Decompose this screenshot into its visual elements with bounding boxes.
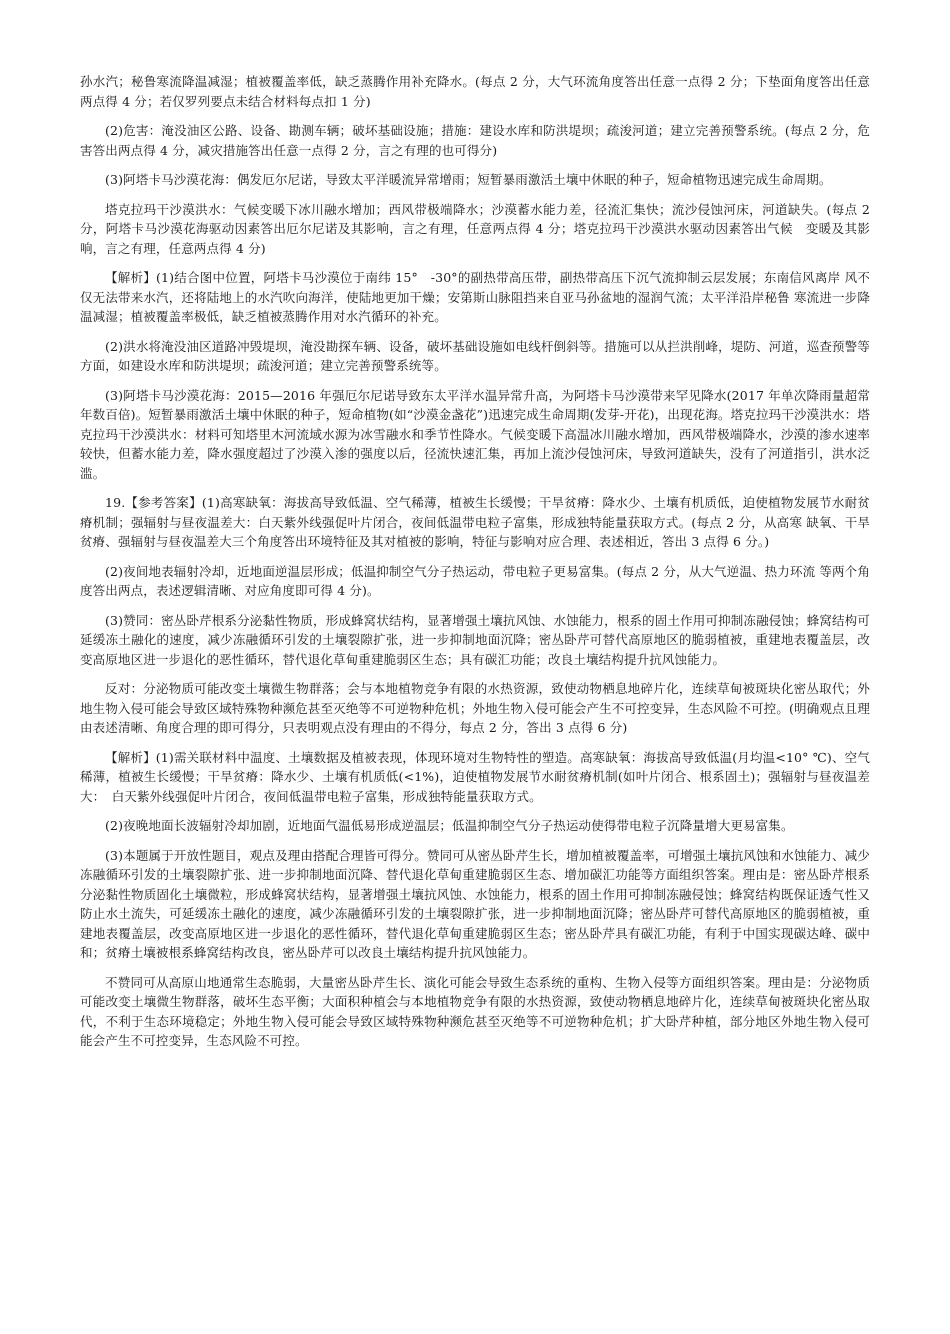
analysis-part-3-paragraph: (3)阿塔卡马沙漠花海：2015—2016 年强厄尔尼诺导致东太平洋水温异常升高，为阿塔卡马沙漠带来罕见降水(2017 年单次降雨量超常年数百倍)。短暂暴雨激活土壤中休眠的种子，短命植物(如“沙漠金盏花”)迅速完成生命周期(发芽-开花)，出现花海。塔克拉玛干沙漠洪水：塔克拉玛干沙漠洪水：材料可知塔里木河流域水源为冰雪融水和季节性降水。气候变暖下高温冰川融水增加，西风带极端降水，沙漠的渗水速率较快，但蓄水能力差，降水强度超过了沙漠入渗的强度以后，径流快速汇集，再加上流沙侵蚀河床，导致河道缺失，没有了河道指引，洪水泛滥。	[80, 387, 870, 481]
q19-answer-part-2-paragraph: (2)夜间地表辐射冷却，近地面逆温层形成；低温抑制空气分子热运动，带电粒子更易富集。(每点 2 分，从大气逆温、热力环流 等两个角度答出两点，表述逻辑清晰、对应角度即可得 4 分)。	[80, 563, 870, 598]
answer-continuation-paragraph: 孙水汽；秘鲁寒流降温减湿；植被覆盖率低，缺乏蒸腾作用补充降水。(每点 2 分，大气环流角度答出任意一点得 2 分；下垫面角度答出任意两点得 4 分；若仅罗列要点未结合材料每点扣 1 分)	[80, 74, 870, 109]
analysis-part-2-paragraph: (2)洪水将淹没油区道路冲毁堤坝，淹没勘探车辆、设备，破坏基础设施如电线杆倒斜等。措施可以从拦洪削峰，堤防、河道，巡查预警等方面，如建设水库和防洪堤坝；疏浚河道；建立完善预警系统等。	[80, 338, 870, 373]
answer-part-2-paragraph: (2)危害：淹没油区公路、设备、勘测车辆；破坏基础设施；措施：建设水库和防洪堤坝；疏浚河道；建立完善预警系统。(每点 2 分，危害答出两点得 4 分，减灾措施答出任意一点得 2 分，言之有理的也可得分)	[80, 123, 870, 158]
q19-analysis-part-1-paragraph: 【解析】(1)需关联材料中温度、土壤数据及植被表现，体现环境对生物特性的塑造。高寒缺氧：海拔高导致低温(月均温<10° ℃)、空气稀薄，植被生长缓慢；干旱贫瘠：降水少、土壤有机质低(<1%)，迫使植物发展节水耐贫瘠机制(如叶片闭合、根系固土)；强辐射与昼夜温差大： 白天紫外线强促叶片闭合，夜间低温带电粒子富集，形成独特能量获取方式。	[80, 749, 870, 804]
q19-analysis-part-2-paragraph: (2)夜晚地面长波辐射冷却加剧，近地面气温低易形成逆温层；低温抑制空气分子热运动使得带电粒子沉降量增大更易富集。	[105, 818, 794, 833]
q19-analysis-part-3-disagree-paragraph: 不赞同可从高原山地通常生态脆弱，大量密丛卧芹生长、演化可能会导致生态系统的重构、生物入侵等方面组织答案。理由是：分泌物质可能改变土壤微生物群落，破坏生态平衡；大面积种植会与本地植物竞争有限的水热资源，致使动物栖息地碎片化，连续草甸被斑块化密丛取代，不利于生态环境稳定；外地生物入侵可能会导致区域特殊物种濒危甚至灭绝等不可逆物种危机；扩大卧芹种植，部分地区外地生物入侵可能会产生不可控变异，生态风险不可控。	[80, 974, 870, 1048]
q19-answer-part-3-agree-paragraph: (3)赞同：密丛卧芹根系分泌黏性物质，形成蜂窝状结构，显著增强土壤抗风蚀、水蚀能力，根系的固土作用可抑制冻融侵蚀；蜂窝结构可延缓冻土融化的速度，减少冻融循环引发的土壤裂隙扩张，进一步抑制地面沉降；密丛卧芹可替代高原地区的脆弱植被，重建地表覆盖层，改变高原地区进一步退化的恶性循环，替代退化草甸重建脆弱区生态；具有碳汇功能；改良土壤结构提升抗风蚀能力。	[80, 612, 870, 667]
q19-answer-part-3-disagree-paragraph: 反对：分泌物质可能改变土壤微生物群落；会与本地植物竞争有限的水热资源，致使动物栖息地碎片化，连续草甸被斑块化密丛取代；外地生物入侵可能会导致区域特殊物种濒危甚至灭绝等不可逆物种危机；外地生物入侵可能会产生不可控变异，生态风险不可控。(明确观点且理由表述清晰、角度合理的即可得分，只表明观点没有理由的不得分，每点 2 分，答出 3 点得 6 分)	[80, 681, 870, 735]
q19-analysis-part-3-agree-paragraph: (3)本题属于开放性题目，观点及理由搭配合理皆可得分。赞同可从密丛卧芹生长，增加植被覆盖率，可增强土壤抗风蚀和水蚀能力、减少冻融循环引发的土壤裂隙扩张、进一步抑制地面沉降、替代退化草甸重建脆弱区生态、增加碳汇功能等方面组织答案。理由是：密丛卧芹根系分泌黏性物质固化土壤微粒，形成蜂窝状结构，显著增强土壤抗风蚀、水蚀能力，根系的固土作用可抑制冻融侵蚀；蜂窝结构既保证透气性又防止水土流失，可延缓冻土融化的速度，减少冻融循环引发的土壤裂隙扩张，进一步抑制地面沉降；密丛卧芹可替代高原地区的脆弱植被，重建地表覆盖层，改变高原地区进一步退化的恶性循环，替代退化草甸重建脆弱区生态；密丛卧芹具有碳汇功能，有利于中国实现碳达峰、碳中和；贫瘠土壤被根系蜂窝结构改良，密丛卧芹可以改良土壤结构提升抗风蚀能力。	[80, 847, 870, 960]
answer-part-3-atacama-paragraph: (3)阿塔卡马沙漠花海：偶发厄尔尼诺，导致太平洋暖流异常增雨；短暂暴雨激活土壤中休眠的种子，短命植物迅速完成生命周期。	[105, 172, 832, 187]
document-page	[80, 72, 870, 1061]
analysis-part-1-paragraph: 【解析】(1)结合图中位置，阿塔卡马沙漠位于南纬 15° -30°的副热带高压带，副热带高压下沉气流抑制云层发展；东南信风离岸 风不仅无法带来水汽，还将陆地上的水汽吹向海洋，使陆地更加干燥；安第斯山脉阻挡来自亚马孙盆地的湿润气流；太平洋沿岸秘鲁 寒流进一步降温减湿；植被覆盖率极低，缺乏植被蒸腾作用对水汽循环的补充。	[80, 270, 870, 324]
answer-part-3-taklamakan-paragraph: 塔克拉玛干沙漠洪水：气候变暖下冰川融水增加；西风带极端降水；沙漠蓄水能力差，径流汇集快；流沙侵蚀河床，河道缺失。(每点 2 分，阿塔卡马沙漠花海驱动因素答出厄尔尼诺及其影响，言之有理，任意两点得 4 分；塔克拉玛干沙漠洪水驱动因素答出气候 变暖及其影响，言之有理，任意两点得 4 分)	[80, 201, 870, 256]
q19-answer-part-1-paragraph: 19.【参考答案】(1)高寒缺氧：海拔高导致低温、空气稀薄，植被生长缓慢；干旱贫瘠：降水少、土壤有机质低，迫使植物发展节水耐贫瘠机制；强辐射与昼夜温差大：白天紫外线强促叶片闭合，夜间低温带电粒子富集，形成独特能量获取方式。(每点 2 分，从高寒 缺氧、干旱贫瘠、强辐射与昼夜温差大三个角度答出环境特征及其对植被的影响，特征与影响对应合理、表述相近，答出 3 点得 6 分。)	[80, 495, 870, 549]
